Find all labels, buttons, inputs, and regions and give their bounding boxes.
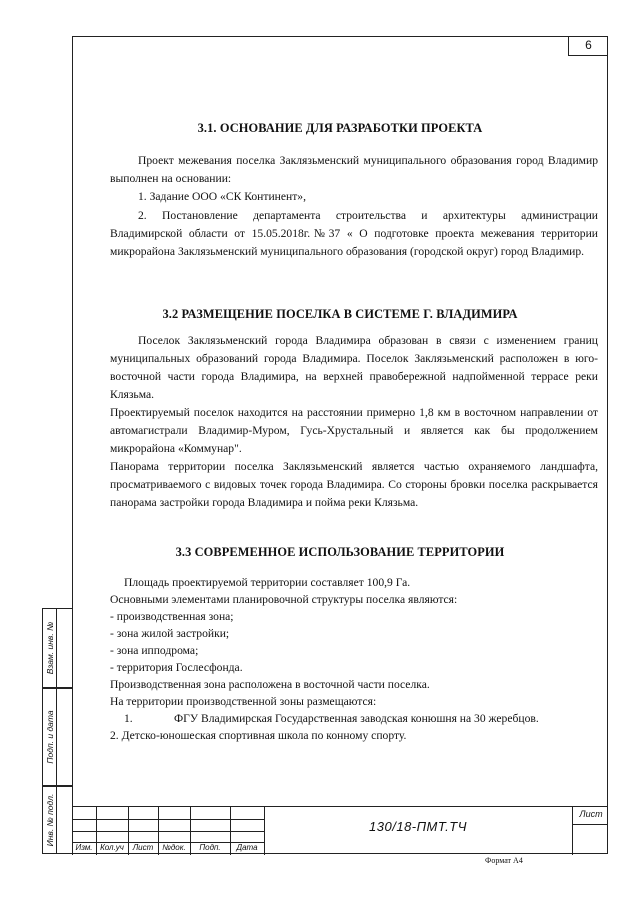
paragraph-text: Поселок Заклязьменский города Владимира образован в связи с изменением границ муниципальных образований города Владимира. Поселок Заклязьменский расположен в юго-восточной части города Владимира, на верхней правобережной надпойменной террасе реки Клязьма. [110, 334, 598, 401]
list-line: 2. Детско-юношеская спортивная школа по конному спорту. [110, 729, 407, 742]
col-data: Дата [236, 843, 258, 852]
list-line: Основными элементами планировочной структуры поселка являются: [110, 593, 458, 606]
paragraph-text: Панорама территории поселка Заклязьменский является частью охраняемого ландшафта, просматриваемого с видовых точек города Владимира. Со стороны бровки поселка раскрывается панорама застройки города Владимира и пойма реки Клязьма. [110, 460, 598, 509]
list-line: - производственная зона; [110, 610, 234, 623]
paragraph-text: 1. Задание ООО «СК Континент», [138, 190, 306, 203]
paragraph [110, 152, 598, 188]
side-stamp-original-inv [42, 786, 72, 854]
paragraph-text: Проект межевания поселка Заклязьменский муниципального образования город Владимир выполнен на основании: [110, 154, 598, 185]
list-line-number: 1. [124, 712, 133, 725]
side-stamp-signature-date [42, 688, 72, 786]
col-kol-uch: Кол.уч [100, 843, 124, 852]
list-line: Площадь проектируемой территории составляет 100,9 Га. [124, 576, 411, 589]
title-block [72, 806, 608, 854]
side-stamp-label: Взам. инв. № [45, 621, 55, 675]
page-number: 6 [568, 36, 608, 56]
section-heading-3-3: 3.3 СОВРЕМЕННОЕ ИСПОЛЬЗОВАНИЕ ТЕРРИТОРИИ [175, 545, 505, 559]
side-stamp-label: Подп. и дата [45, 710, 55, 764]
list-line: - зона жилой застройки; [110, 627, 230, 640]
paragraph [110, 458, 598, 512]
list-line: На территории производственной зоны размещаются: [110, 695, 377, 708]
document-code: 130/18-ПМТ.ТЧ [369, 819, 467, 834]
section-heading-3-1: 3.1. ОСНОВАНИЕ ДЛЯ РАЗРАБОТКИ ПРОЕКТА [197, 121, 483, 135]
paragraph-text: Проектируемый поселок находится на расстоянии примерно 1,8 км в восточном направлении от автомагистрали Владимир-Муром, Гусь-Хрустальный и является как бы продолжением микрорайона «Коммунар". [110, 406, 598, 455]
paragraph [110, 207, 598, 261]
paragraph [110, 404, 598, 458]
paragraph [110, 188, 598, 206]
col-list: Лист [132, 843, 154, 852]
sheet-label: Лист [579, 809, 603, 819]
paragraph [110, 332, 598, 404]
col-podp: Подп. [199, 843, 221, 852]
format-label: Формат А4 [485, 856, 523, 865]
list-line: - зона ипподрома; [110, 644, 199, 657]
section-heading-3-2: 3.2 РАЗМЕЩЕНИЕ ПОСЕЛКА В СИСТЕМЕ Г. ВЛАДИМИРА [162, 307, 518, 321]
list-line: Производственная зона расположена в восточной части поселка. [110, 678, 430, 691]
list-line: ФГУ Владимирская Государственная заводская конюшня на 30 жеребцов. [174, 712, 539, 725]
col-izm: Изм. [75, 843, 93, 852]
col-ndok: №док. [162, 843, 186, 852]
paragraph-text: 2. Постановление департамента строительства и архитектуры администрации Владимирской области от 15.05.2018г.№37 « О подготовке проекта межевания территории микрорайона Заклязьменский муниципального образования (городской округ) город Владимир. [110, 209, 598, 258]
side-stamp-replacement-inv [42, 608, 72, 688]
list-line: - территория Гослесфонда. [110, 661, 243, 674]
side-stamp-label: Инв. № подл. [45, 793, 55, 847]
